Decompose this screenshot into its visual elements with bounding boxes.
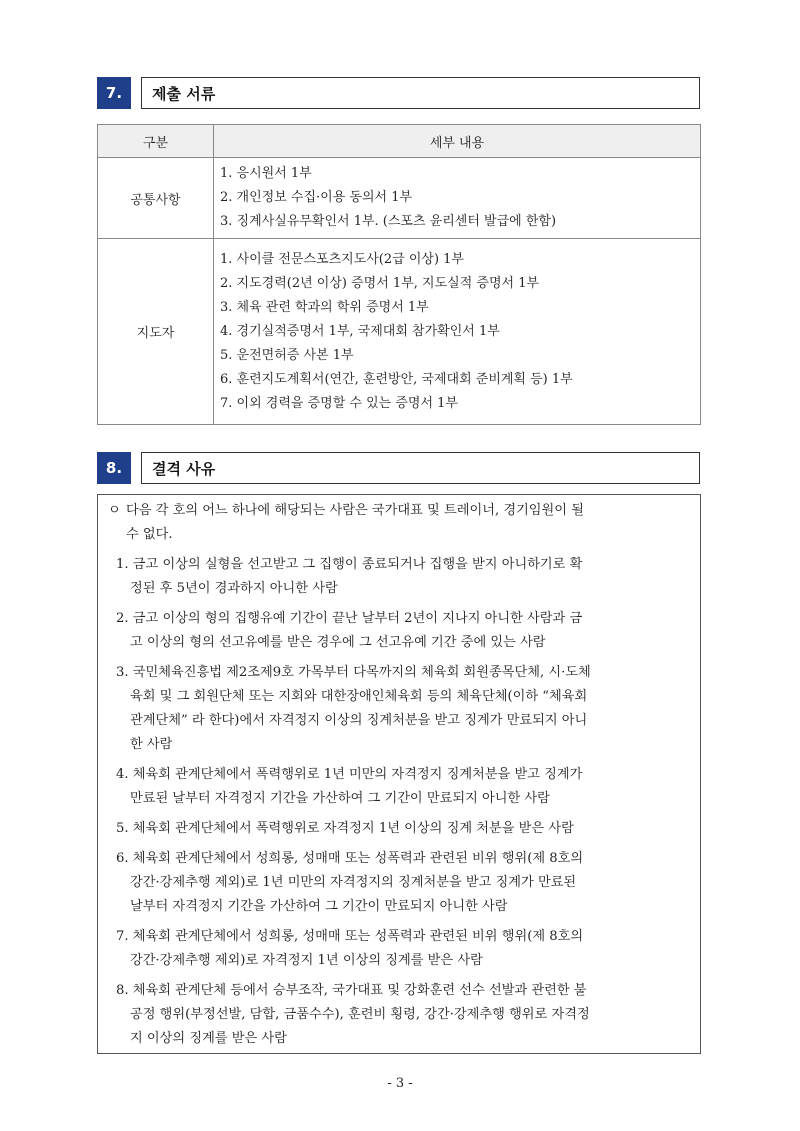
rule-line: 8. 체육회 관계단체 등에서 승부조작, 국가대표 및 강화훈련 선수 선발과 관련한 불 bbox=[116, 983, 587, 998]
list-item bbox=[116, 607, 696, 655]
rule-line: 고 이상의 형의 선고유예를 받은 경우에 그 선고유예 기간 중에 있는 사람 bbox=[130, 635, 546, 650]
bullet-icon: ㅇ bbox=[108, 503, 121, 518]
rule-line: 3. 국민체육진흥법 제2조제9호 가목부터 다목까지의 체육회 회원종목단체, 시·도체 bbox=[116, 665, 591, 680]
rule-line: 7. 체육회 관계단체에서 성희롱, 성매매 또는 성폭력과 관련된 비위 행위(제 8호의 bbox=[116, 929, 584, 944]
intro-text: 다음 각 호의 어느 하나에 해당되는 사람은 국가대표 및 트레이너, 경기임원이 될 bbox=[126, 503, 584, 518]
rule-line: 4. 체육회 관계단체에서 폭력행위로 1년 미만의 자격정지 징계처분을 받고 징계가 bbox=[116, 767, 583, 782]
list-item bbox=[116, 925, 696, 973]
documents-table bbox=[97, 124, 701, 425]
row-category: 공통사항 bbox=[98, 158, 214, 239]
list-item bbox=[116, 847, 696, 919]
column-header-details: 세부 내용 bbox=[214, 125, 701, 158]
rule-line: 5. 체육회 관계단체에서 폭력행위로 자격정지 1년 이상의 징계 처분을 받은 사람 bbox=[116, 821, 574, 836]
row-items bbox=[214, 239, 701, 425]
section-7-title: 제출 서류 bbox=[141, 77, 700, 109]
rule-line: 6. 체육회 관계단체에서 성희롱, 성매매 또는 성폭력과 관련된 비위 행위(제 8호의 bbox=[116, 851, 584, 866]
rule-line: 육회 및 그 회원단체 또는 지회와 대한장애인체육회 등의 체육단체(이하 “체육회 bbox=[130, 689, 588, 704]
list-item bbox=[116, 763, 696, 811]
list-item bbox=[116, 553, 696, 601]
list-item: 6. 훈련지도계획서(연간, 훈련방안, 국제대회 준비계획 등) 1부 bbox=[220, 371, 573, 387]
list-item: 3. 체육 관련 학과의 학위 증명서 1부 bbox=[220, 299, 429, 315]
table-row bbox=[98, 239, 701, 425]
row-category: 지도자 bbox=[98, 239, 214, 425]
list-item: 2. 지도경력(2년 이상) 증명서 1부, 지도실적 증명서 1부 bbox=[220, 275, 540, 291]
intro-text: 수 없다. bbox=[126, 527, 173, 542]
rule-line: 날부터 자격정지 기간을 가산하여 그 기간이 만료되지 아니한 사람 bbox=[130, 899, 508, 914]
disqualification-box bbox=[97, 494, 701, 1054]
list-item: 5. 운전면허증 사본 1부 bbox=[220, 347, 354, 363]
intro-paragraph bbox=[108, 499, 696, 547]
list-item: 4. 경기실적증명서 1부, 국제대회 참가확인서 1부 bbox=[220, 323, 500, 339]
list-item: 7. 이외 경력을 증명할 수 있는 증명서 1부 bbox=[220, 395, 458, 411]
section-7-number: 7. bbox=[97, 77, 131, 109]
list-item: 3. 징계사실유무확인서 1부. (스포츠 윤리센터 발급에 한함) bbox=[220, 214, 557, 229]
list-item bbox=[116, 979, 696, 1051]
table-header-row bbox=[98, 125, 701, 158]
list-item: 1. 응시원서 1부 bbox=[220, 166, 312, 181]
list-item: 2. 개인정보 수집·이용 동의서 1부 bbox=[220, 190, 413, 205]
table-row bbox=[98, 158, 701, 239]
rule-line: 정된 후 5년이 경과하지 아니한 사람 bbox=[130, 581, 338, 596]
section-8-title: 결격 사유 bbox=[141, 452, 700, 484]
intro-line bbox=[108, 499, 696, 523]
rule-line: 한 사람 bbox=[130, 737, 173, 752]
rules-list bbox=[116, 553, 696, 1057]
page-number: - 3 - bbox=[387, 1076, 413, 1091]
column-header-category: 구분 bbox=[98, 125, 214, 158]
section-8-number: 8. bbox=[97, 452, 131, 484]
list-item bbox=[116, 817, 696, 841]
rule-line: 지 이상의 징계를 받은 사람 bbox=[130, 1031, 287, 1046]
list-item: 1. 사이클 전문스포츠지도사(2급 이상) 1부 bbox=[220, 251, 464, 267]
rule-line: 강간·강제추행 제외)로 1년 미만의 자격정지의 징계처분을 받고 징계가 만료된 bbox=[130, 875, 577, 890]
list-item bbox=[116, 661, 696, 757]
rule-line: 강간·강제추행 제외)로 자격정지 1년 이상의 징계를 받은 사람 bbox=[130, 953, 483, 968]
rule-line: 관계단체” 라 한다)에서 자격정지 이상의 징계처분을 받고 징계가 만료되지 아니 bbox=[130, 713, 588, 728]
rule-line: 공정 행위(부정선발, 담합, 금품수수), 훈련비 횡령, 강간·강제추행 행위로 자격정 bbox=[130, 1007, 590, 1022]
rule-line: 만료된 날부터 자격정지 기간을 가산하여 그 기간이 만료되지 아니한 사람 bbox=[130, 791, 550, 806]
rule-line: 2. 금고 이상의 형의 집행유예 기간이 끝난 날부터 2년이 지나지 아니한 사람과 금 bbox=[116, 611, 583, 626]
row-items bbox=[214, 158, 701, 239]
section-7-header bbox=[97, 77, 700, 109]
rule-line: 1. 금고 이상의 실형을 선고받고 그 집행이 종료되거나 집행을 받지 아니하기로 확 bbox=[116, 557, 583, 572]
section-8-header bbox=[97, 452, 700, 484]
